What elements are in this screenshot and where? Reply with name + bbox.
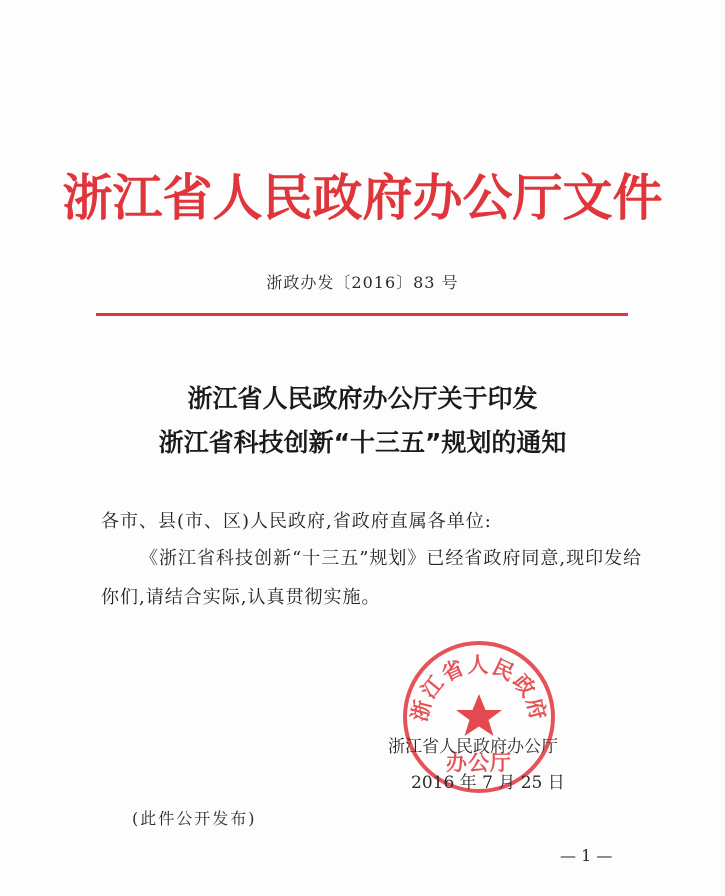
- star-icon: [456, 694, 502, 736]
- seal-arc-text: 浙江省人民政府: [407, 652, 551, 724]
- notice-title-line1: 浙江省人民政府办公厅关于印发: [187, 384, 538, 413]
- body-paragraph-line2: 你们,请结合实际,认真贯彻实施。: [101, 587, 381, 608]
- header-divider: [96, 313, 628, 316]
- document-number: 浙政办发〔2016〕83 号: [266, 273, 459, 292]
- document-header-title: 浙江省人民政府办公厅文件: [62, 169, 663, 227]
- seal-bottom-text: 办公厅: [446, 751, 512, 775]
- page-number: — 1 —: [560, 846, 613, 865]
- body-paragraph-line1: 《浙江省科技创新“十三五”规划》已经省政府同意,现印发给: [140, 548, 643, 569]
- publication-note: (此件公开发布): [132, 809, 257, 828]
- issuer-signature: 浙江省人民政府办公厅: [388, 737, 558, 757]
- issue-date: 2016 年 7 月 25 日: [411, 773, 565, 793]
- notice-title-line2: 浙江省科技创新“十三五”规划的通知: [158, 428, 567, 457]
- addressee-line: 各市、县(市、区)人民政府,省政府直属各单位:: [101, 511, 492, 532]
